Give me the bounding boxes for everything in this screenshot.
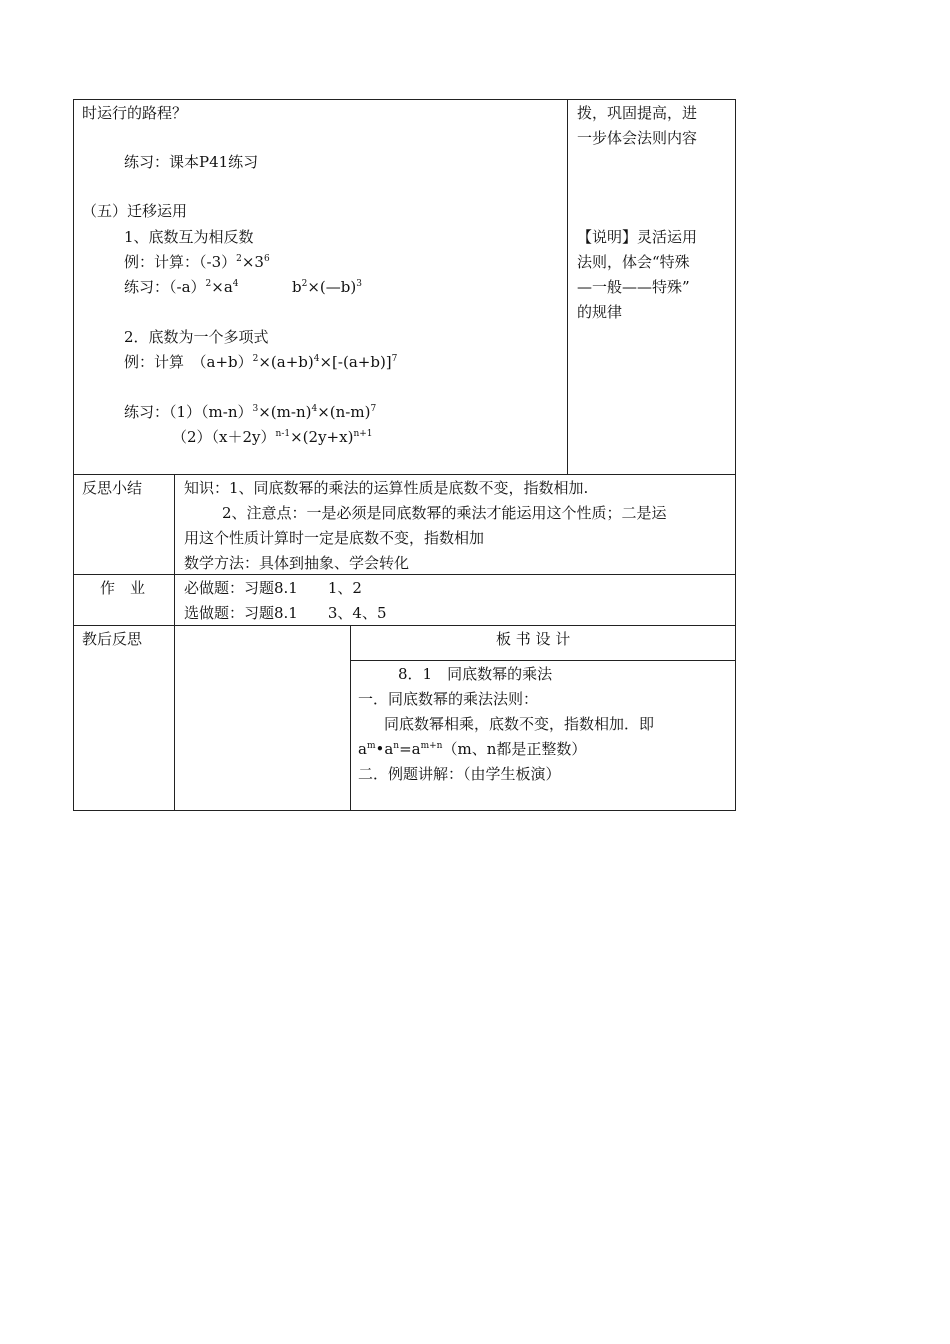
practice-line: $(2)(x+2y)^{n-1}\times(2y+x)^{n+1}$ [172,428,373,446]
board-examples: 二．例题讲解：（由学生板演） [358,765,561,783]
notes-column-border [567,99,568,474]
board-rule-text: 同底数幂相乘，底数不变，指数相加．即 [384,715,655,733]
practice-line: 练习：$(-a)^2\times a^4$ [124,278,239,296]
section-heading: （五）迁移运用 [82,202,188,220]
note-line: 【说明】灵活运用 [577,228,698,246]
table-row-border [73,625,736,626]
subsection-heading: 1、底数互为相反数 [124,228,254,246]
table-left-border [73,99,74,811]
note-line: 拨，巩固提高，进 [577,104,698,122]
reflection-line: 2、注意点：一是必须是同底数幂的乘法才能运用这个性质；二是运 [222,504,667,522]
text-line: 练习：课本P41练习 [124,153,259,171]
board-title-border [350,660,736,661]
reflection-line: 数学方法：具体到抽象、学会转化 [184,554,410,572]
reflection-line: 知识：1、同底数幂的乘法的运算性质是底数不变，指数相加. [184,479,589,497]
homework-optional: 选做题：习题8.1 3、4、5 [184,604,387,622]
note-line: 的规律 [577,303,623,321]
note-line: 法则，体会“特殊 [577,253,690,271]
board-rule-title: 一．同底数幂的乘法法则： [358,690,539,708]
note-line: —一般——特殊” [577,278,690,296]
board-heading: 8．1 同底数幂的乘法 [398,665,553,683]
board-formula: $a^m•a^n=a^{m+n}(m$、n都是正整数） [358,740,587,758]
text-line: 时运行的路程？ [82,104,188,122]
board-title: 板 书 设 计 [496,630,571,648]
label-column-border [174,474,175,811]
homework-required: 必做题：习题8.1 1、2 [184,579,362,597]
example-line: 例：计算：$(-3)^2\times 3^6$ [124,253,270,271]
example-line: 例：计算 $(a+b)^2\times(a+b)^4\times[-(a+b)]^7$ [124,353,398,371]
practice-line-b: $b^2\times(—b)^3$ [292,278,362,296]
homework-label: 作 业 [100,579,146,597]
board-column-border [350,625,351,811]
table-bottom-border [73,810,736,811]
table-right-border [735,99,736,811]
practice-line: 练习：$(1)(m-n)^3\times(m-n)^4\times(n-m)^7$ [124,403,377,421]
note-line: 一步体会法则内容 [577,129,698,147]
reflection-label: 反思小结 [82,479,143,497]
post-reflection-label: 教后反思 [82,630,143,648]
subsection-heading: 2．底数为一个多项式 [124,328,269,346]
table-top-border [73,99,736,100]
reflection-line: 用这个性质计算时一定是底数不变，指数相加 [184,529,485,547]
table-row-border [73,474,736,475]
